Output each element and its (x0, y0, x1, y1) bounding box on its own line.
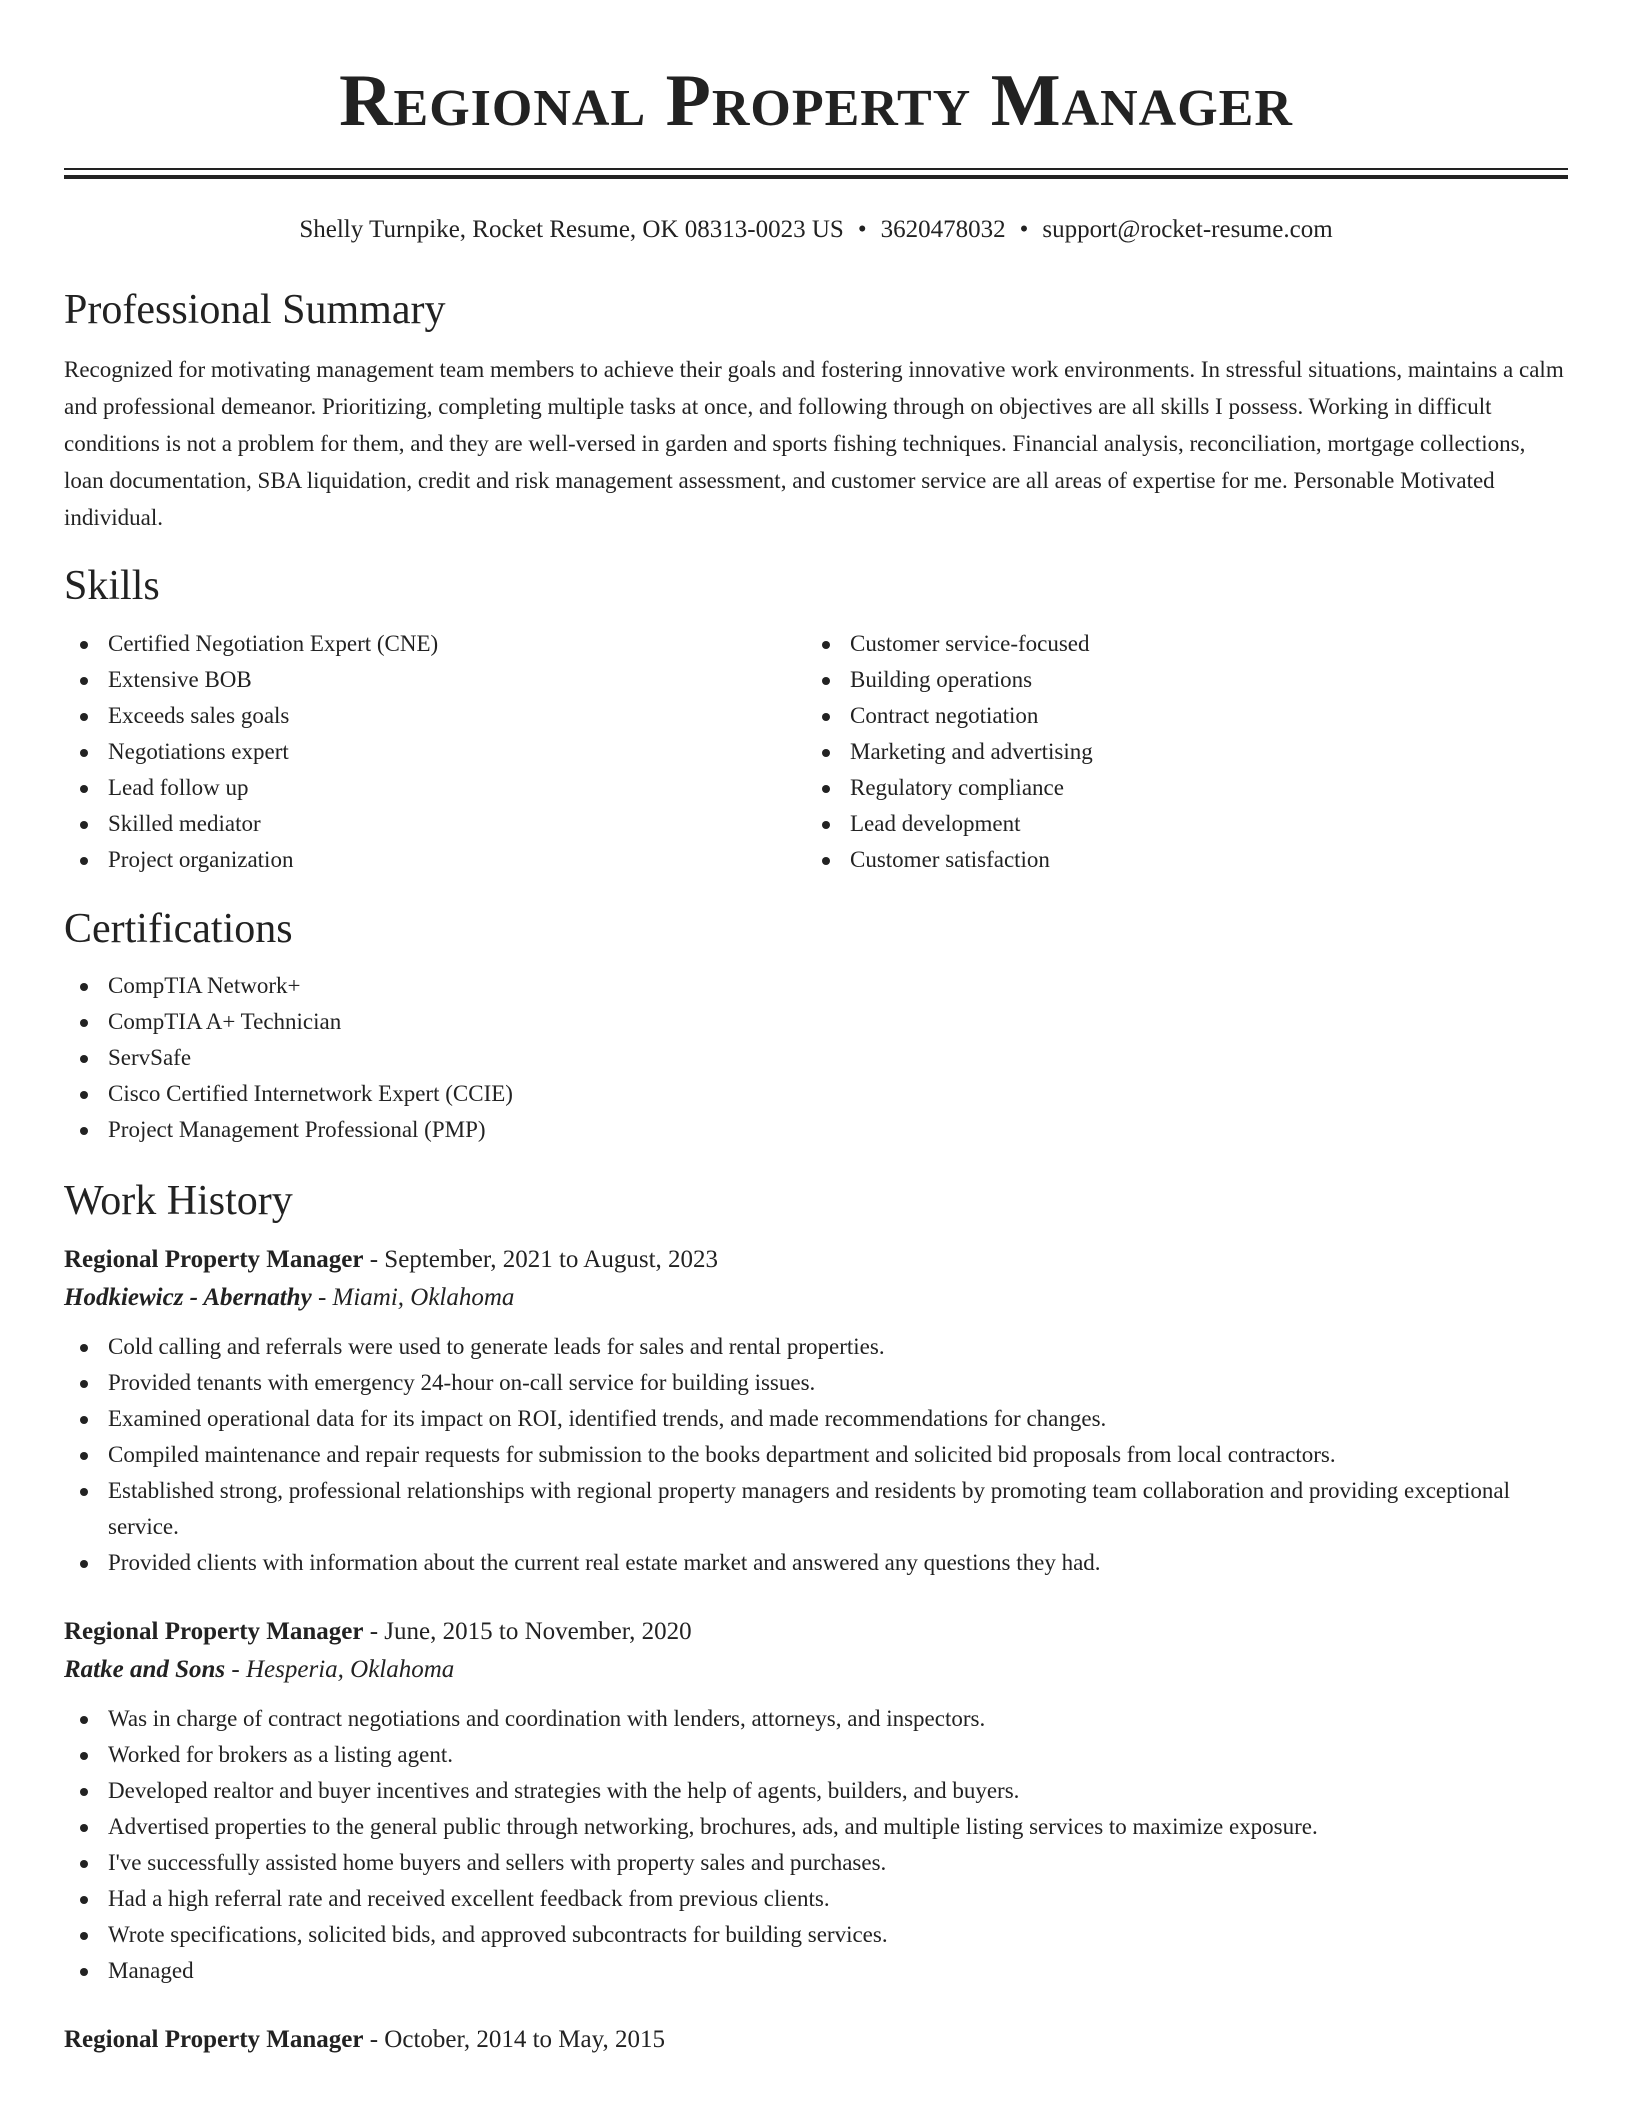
job-duty-item: I've successfully assisted home buyers and sellers with property sales and purchases. (64, 1845, 1568, 1881)
job-duty-item: Wrote specifications, solicited bids, and approved subcontracts for building services. (64, 1917, 1568, 1953)
job-duty-item: Managed (64, 1953, 1568, 1989)
skill-item: Project organization (64, 842, 806, 878)
job-duty-item: Was in charge of contract negotiations and coordination with lenders, attorneys, and inspectors. (64, 1701, 1568, 1737)
skill-item: Extensive BOB (64, 662, 806, 698)
certification-item: ServSafe (64, 1040, 1568, 1076)
skills-columns (64, 626, 1568, 878)
contact-email: support@rocket-resume.com (1042, 216, 1333, 243)
job-company: Hodkiewicz - Abernathy (64, 1283, 312, 1311)
skill-item: Lead development (806, 806, 1548, 842)
job-title: Regional Property Manager (64, 2025, 364, 2053)
skill-item: Regulatory compliance (806, 770, 1548, 806)
contact-phone: 3620478032 (880, 216, 1006, 243)
job-dates: - September, 2021 to August, 2023 (363, 1245, 719, 1273)
job-duties-list (64, 1329, 1568, 1581)
job-employer (64, 1279, 1568, 1317)
job-company: Ratke and Sons (64, 1655, 226, 1683)
contact-separator: • (1019, 216, 1029, 243)
job-duty-item: Established strong, professional relationships with regional property managers and residents by promoting team collaboration and providing exceptional service. (64, 1473, 1568, 1545)
summary-heading: Professional Summary (64, 287, 446, 333)
job-duty-item: Advertised properties to the general public through networking, brochures, ads, and multiple listing services to maximize exposure. (64, 1809, 1568, 1845)
skills-list-right (806, 626, 1548, 878)
job-duties-list (64, 1701, 1568, 1989)
skills-heading: Skills (64, 563, 160, 610)
job-duty-item: Cold calling and referrals were used to generate leads for sales and rental properties. (64, 1329, 1568, 1365)
job-duty-item: Developed realtor and buyer incentives and strategies with the help of agents, builders, and buyers. (64, 1773, 1568, 1809)
job-title: Regional Property Manager (64, 1617, 364, 1645)
skill-item: Exceeds sales goals (64, 698, 806, 734)
job-duty-item: Worked for brokers as a listing agent. (64, 1737, 1568, 1773)
certification-item: Project Management Professional (PMP) (64, 1112, 1568, 1148)
job-duty-item: Provided clients with information about the current real estate market and answered any questions they had. (64, 1545, 1568, 1581)
skill-item: Building operations (806, 662, 1548, 698)
skill-item: Contract negotiation (806, 698, 1548, 734)
certification-item: CompTIA A+ Technician (64, 1004, 1568, 1040)
skills-list-left (64, 626, 806, 878)
skill-item: Customer service-focused (806, 626, 1548, 662)
contact-address: Shelly Turnpike, Rocket Resume, OK 08313-0023 US (299, 216, 844, 243)
certifications-heading: Certifications (64, 905, 293, 952)
contact-separator: • (857, 216, 867, 243)
skill-item: Customer satisfaction (806, 842, 1548, 878)
contact-line (64, 215, 1568, 245)
certification-item: CompTIA Network+ (64, 968, 1568, 1004)
job-header (64, 2021, 1568, 2059)
job-location: - Miami, Oklahoma (311, 1283, 515, 1311)
certification-item: Cisco Certified Internetwork Expert (CCIE) (64, 1076, 1568, 1112)
skill-item: Marketing and advertising (806, 734, 1548, 770)
certifications-list (64, 968, 1568, 1148)
resume-title: Regional Property Manager (339, 60, 1293, 142)
skill-item: Skilled mediator (64, 806, 806, 842)
job-duty-item: Had a high referral rate and received excellent feedback from previous clients. (64, 1881, 1568, 1917)
job-duty-item: Examined operational data for its impact on ROI, identified trends, and made recommendations for changes. (64, 1401, 1568, 1437)
job-duty-item: Compiled maintenance and repair requests for submission to the books department and solicited bid proposals from local contractors. (64, 1437, 1568, 1473)
job-duty-item: Provided tenants with emergency 24-hour on-call service for building issues. (64, 1365, 1568, 1401)
job-entry (64, 2021, 1568, 2059)
job-location: - Hesperia, Oklahoma (225, 1655, 455, 1683)
job-header (64, 1613, 1568, 1651)
skill-item: Negotiations expert (64, 734, 806, 770)
skill-item: Certified Negotiation Expert (CNE) (64, 626, 806, 662)
title-double-rule (64, 168, 1568, 179)
job-dates: - October, 2014 to May, 2015 (363, 2025, 665, 2053)
work-history-heading: Work History (64, 1178, 293, 1225)
summary-text: Recognized for motivating management team members to achieve their goals and fostering innovative work environments. In stressful situations, maintains a calm and professional demeanor. Prioritizing, completing multiple tasks at once, and following through on objectives are all skills I possess. Working in difficult conditions is not a problem for them, and they are well-versed in garden and sports fishing techniques. Financial analysis, reconciliation, mortgage collections, loan documentation, SBA liquidation, credit and risk management assessment, and customer service are all areas of expertise for me. Personable Motivated individual. (64, 357, 1564, 531)
job-employer (64, 1651, 1568, 1689)
job-dates: - June, 2015 to November, 2020 (363, 1617, 692, 1645)
job-title: Regional Property Manager (64, 1245, 364, 1273)
job-entry (64, 1613, 1568, 1989)
job-header (64, 1241, 1568, 1279)
job-entry (64, 1241, 1568, 1581)
skill-item: Lead follow up (64, 770, 806, 806)
